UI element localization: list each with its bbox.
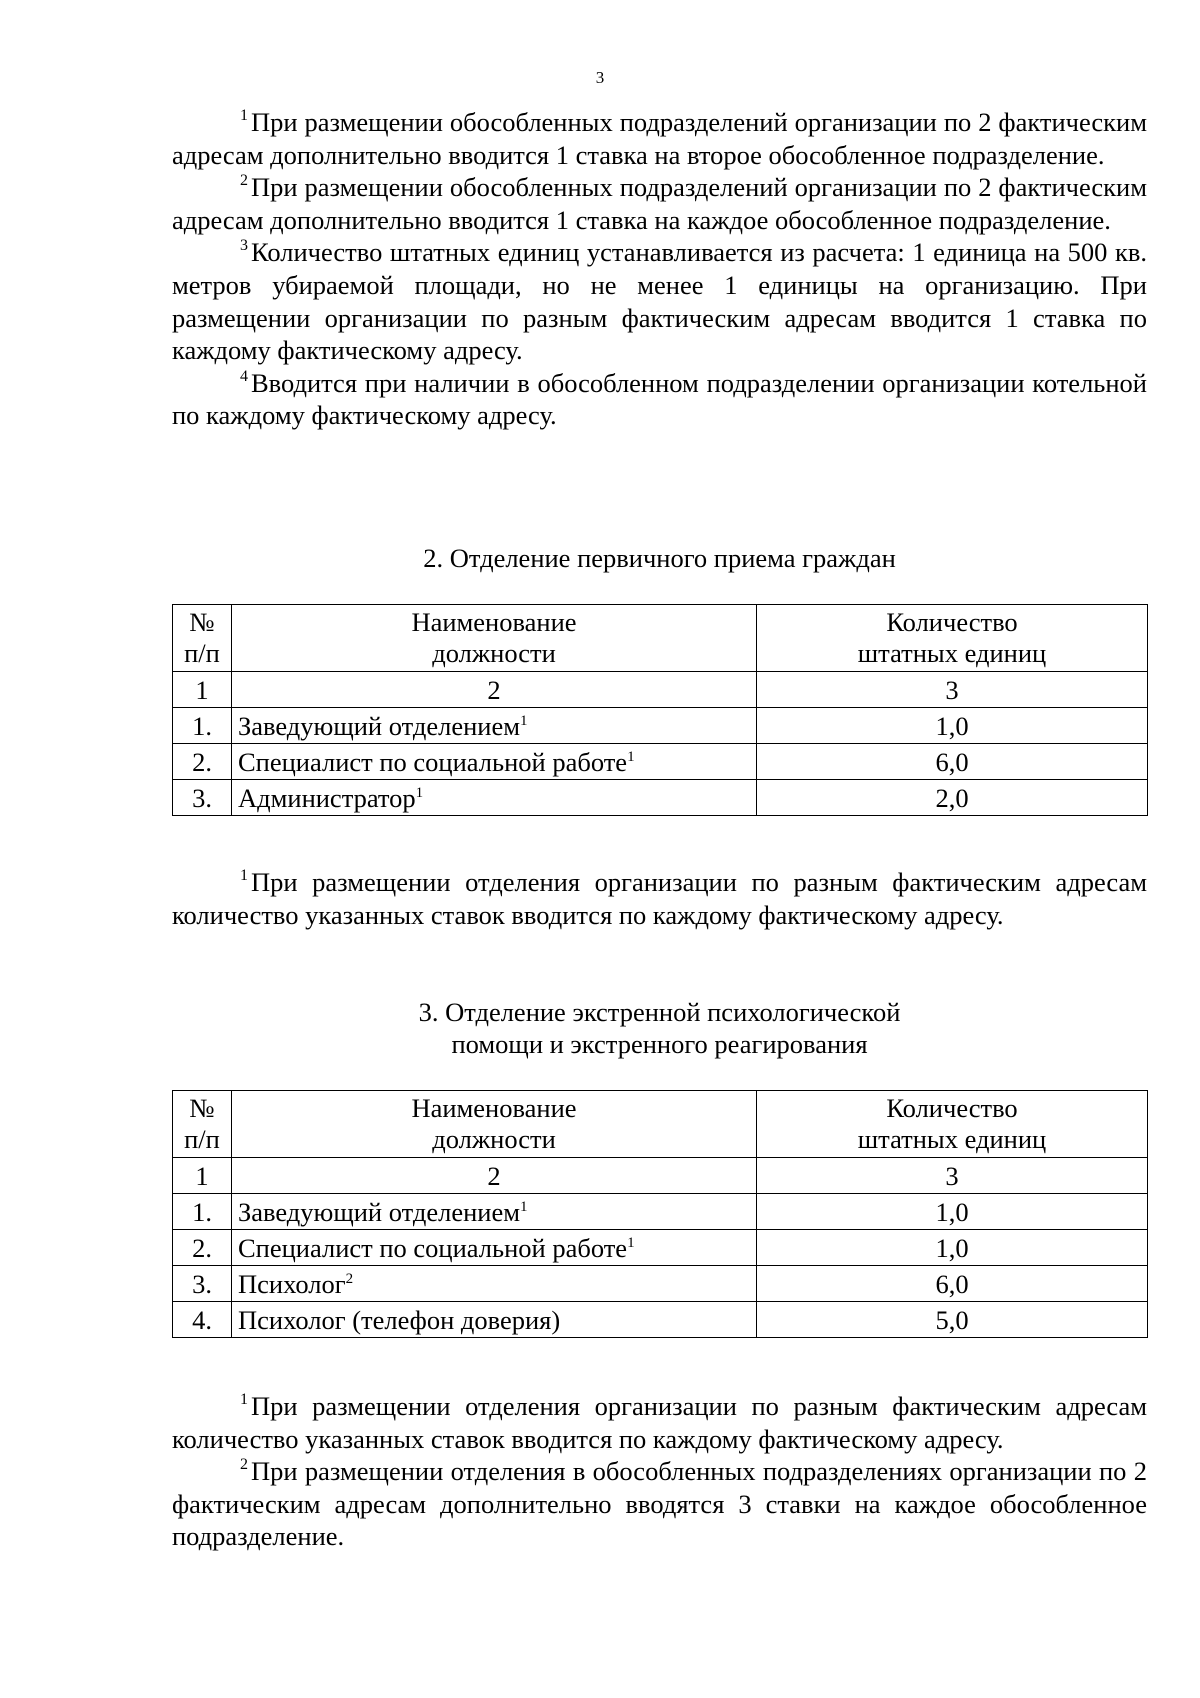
footnote (172, 1390, 1147, 1455)
column-header-number (173, 605, 232, 672)
footnote-text: При размещении отделения организации по разным фактическим адресам количество указанных ставок вводится по каждому фактическому адресу. (172, 867, 1147, 930)
position-name (232, 780, 757, 816)
header-line: должности (432, 638, 556, 668)
footnote-ref: 1 (415, 784, 424, 801)
position-name (232, 744, 757, 780)
footnote-text: При размещении обособленных подразделений организации по 2 фактическим адресам дополнительно вводится 1 ставка на каждое обособленное подразделение. (172, 172, 1147, 235)
footnote-mark: 4 (240, 367, 248, 385)
footnote (172, 367, 1147, 432)
table-row (173, 1266, 1148, 1302)
column-header-quantity (757, 605, 1148, 672)
header-line: должности (432, 1124, 556, 1154)
footnote-text: Количество штатных единиц устанавливается из расчета: 1 единица на 500 кв. метров убираемой площади, но не менее 1 единицы на организацию. При размещении организации по разным фактическим адресам вводится 1 ставка по каждому фактическому адресу. (172, 237, 1147, 366)
position-name (232, 708, 757, 744)
table-cell: 3 (757, 1158, 1148, 1194)
position-name (232, 1194, 757, 1230)
footnote-text: Вводится при наличии в обособленном подразделении организации котельной по каждому фактическому адресу. (172, 367, 1147, 431)
table-row (173, 780, 1148, 816)
staff-count: 1,0 (757, 1230, 1148, 1266)
header-line: Количество (886, 1093, 1018, 1123)
footnote (172, 866, 1147, 931)
table-cell: 1 (173, 672, 232, 708)
position-text: Психолог (238, 1268, 346, 1299)
footnote-ref: 1 (627, 1234, 635, 1251)
row-number: 2. (173, 1230, 232, 1266)
section-title: 2. Отделение первичного приема граждан (423, 543, 896, 573)
staff-count: 5,0 (757, 1302, 1148, 1338)
row-number: 1. (173, 1194, 232, 1230)
footnote-mark: 1 (240, 867, 248, 884)
header-line: п/п (184, 1124, 220, 1154)
position-name (232, 1266, 757, 1302)
footnote-ref: 1 (627, 748, 635, 765)
footnote-ref: 1 (520, 712, 528, 729)
table-row (173, 744, 1148, 780)
column-header-quantity (757, 1091, 1148, 1158)
footnote (172, 1455, 1147, 1553)
row-number: 3. (173, 1266, 232, 1302)
row-number: 4. (173, 1302, 232, 1338)
row-number: 3. (173, 780, 232, 816)
position-text: Психолог (телефон доверия) (238, 1304, 561, 1335)
footnote (172, 106, 1147, 171)
footnote-mark: 2 (240, 172, 248, 190)
column-header-number (173, 1091, 232, 1158)
position-text: Специалист по социальной работе (238, 1232, 628, 1263)
position-text: Заведующий отделением (238, 1196, 520, 1227)
column-header-position (232, 1091, 757, 1158)
footnote-ref: 2 (345, 1270, 354, 1287)
staff-count: 2,0 (757, 780, 1148, 816)
footnote-mark: 1 (240, 1391, 248, 1408)
position-text: Специалист по социальной работе (238, 746, 628, 777)
footnote-text: При размещении отделения в обособленных подразделениях организации по 2 фактическим адресам дополнительно вводятся 3 ставки на каждое обособленное подразделение. (172, 1456, 1147, 1552)
section-title-line: помощи и экстренного реагирования (451, 1029, 868, 1059)
staff-count: 6,0 (757, 744, 1148, 780)
table-cell: 1 (173, 1158, 232, 1194)
staff-table-section-3 (172, 1090, 1148, 1338)
column-number-row (173, 1158, 1148, 1194)
staff-count: 1,0 (757, 708, 1148, 744)
row-number: 2. (173, 744, 232, 780)
header-line: штатных единиц (857, 1124, 1047, 1154)
footnote-text: При размещении отделения организации по разным фактическим адресам количество указанных ставок вводится по каждому фактическому адресу. (172, 1391, 1147, 1454)
section-title-line: 3. Отделение экстренной психологической (418, 997, 901, 1027)
footnote-ref: 1 (520, 1198, 528, 1215)
footnote-mark: 1 (240, 107, 248, 124)
position-name (232, 1302, 757, 1338)
footnote-text: При размещении обособленных подразделений организации по 2 фактическим адресам дополнительно вводится 1 ставка на второе обособленное подразделение. (172, 107, 1147, 170)
table-row (173, 1230, 1148, 1266)
table-cell: 2 (232, 1158, 757, 1194)
column-number-row (173, 672, 1148, 708)
header-line: Наименование (411, 607, 577, 637)
section-3-footnotes (172, 1390, 1147, 1553)
section-title (172, 996, 1147, 1060)
position-text: Заведующий отделением (238, 710, 520, 741)
table-row (173, 708, 1148, 744)
footnote-mark: 2 (240, 1456, 248, 1474)
header-line: № (189, 607, 215, 637)
section-2-heading-block (172, 542, 1147, 574)
top-footnotes (172, 106, 1147, 432)
footnote (172, 171, 1147, 236)
footnote (172, 236, 1147, 366)
section-3-heading-block (172, 996, 1147, 1060)
section-2-footnotes (172, 866, 1147, 931)
staff-count: 1,0 (757, 1194, 1148, 1230)
header-line: п/п (184, 638, 220, 668)
page-number: 3 (595, 68, 605, 87)
staff-table-section-2 (172, 604, 1148, 816)
footnote-mark: 3 (240, 237, 248, 255)
header-line: № (189, 1093, 215, 1123)
table-header-row (173, 1091, 1148, 1158)
table-cell: 3 (757, 672, 1148, 708)
table-cell: 2 (232, 672, 757, 708)
header-line: Количество (886, 607, 1018, 637)
table-row (173, 1194, 1148, 1230)
header-line: штатных единиц (857, 638, 1047, 668)
header-line: Наименование (411, 1093, 577, 1123)
table-row (173, 1302, 1148, 1338)
row-number: 1. (173, 708, 232, 744)
table-header-row (173, 605, 1148, 672)
position-text: Администратор (238, 782, 416, 813)
column-header-position (232, 605, 757, 672)
position-name (232, 1230, 757, 1266)
staff-count: 6,0 (757, 1266, 1148, 1302)
